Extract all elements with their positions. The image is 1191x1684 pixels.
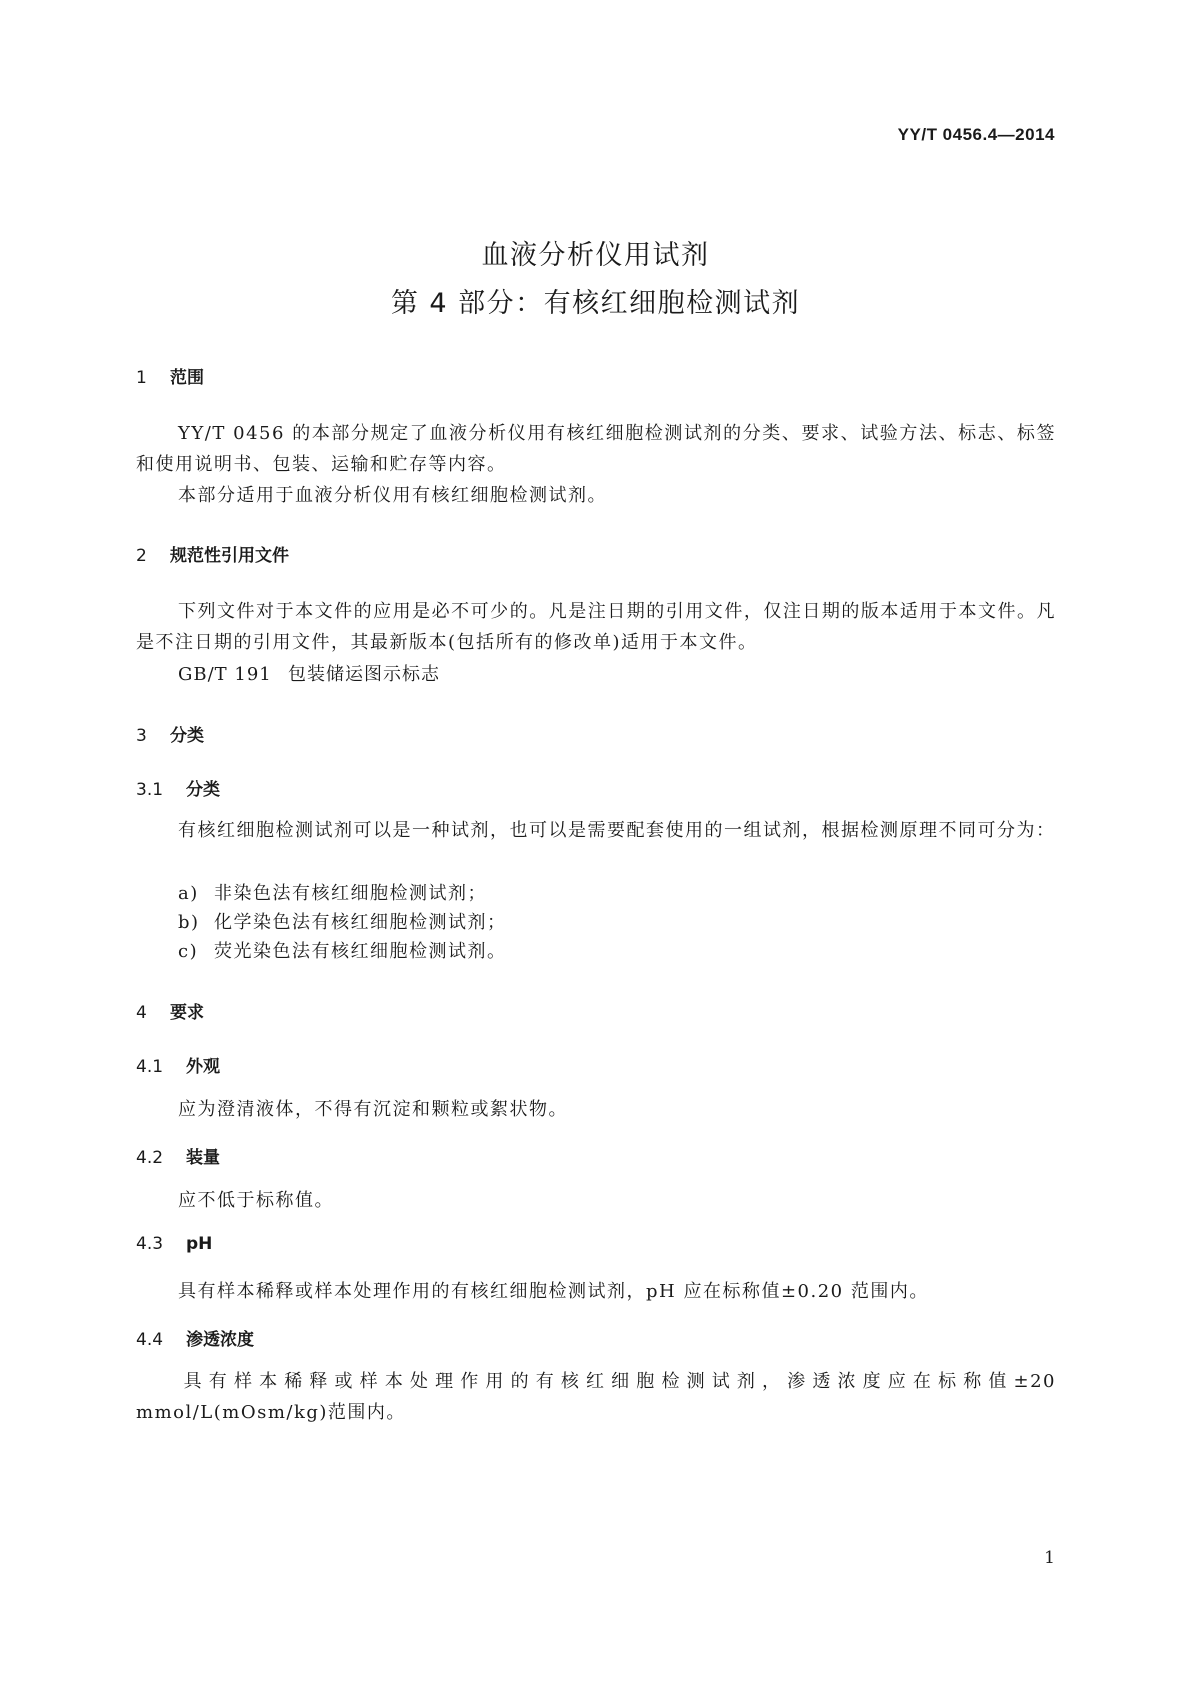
reference-code: GB/T 191 (178, 664, 272, 685)
section-1-paragraph-1: YY/T 0456 的本部分规定了血液分析仪用有核红细胞检测试剂的分类、要求、试验方法、标志、标签和使用说明书、包装、运输和贮存等内容。 (136, 423, 1056, 475)
section-3-heading (136, 721, 204, 746)
list-marker: b) (178, 912, 200, 933)
section-title: 范围 (170, 368, 204, 388)
section-title: 要求 (170, 1003, 204, 1023)
normative-reference (178, 660, 440, 686)
list-item (178, 908, 507, 934)
list-text: 荧光染色法有核红细胞检测试剂。 (214, 941, 507, 962)
list-item (178, 879, 487, 905)
section-3-1-paragraph: 有核红细胞检测试剂可以是一种试剂，也可以是需要配套使用的一组试剂，根据检测原理不同可分为： (178, 820, 1056, 841)
section-1-heading (136, 363, 204, 388)
section-4-2-heading (136, 1143, 220, 1168)
subsection-title: 装量 (186, 1148, 220, 1168)
section-2-heading (136, 541, 289, 566)
subsection-number: 4.2 (136, 1148, 164, 1168)
list-marker: a) (178, 883, 199, 904)
section-4-4-paragraph: 具有样本稀释或样本处理作用的有核红细胞检测试剂，渗透浓度应在标称值±20 mmol/L(mOsm/kg)范围内。 (136, 1371, 1056, 1423)
document-title: 血液分析仪用试剂 (481, 240, 710, 271)
list-marker: c) (178, 941, 199, 962)
section-number: 2 (136, 546, 147, 566)
subsection-number: 4.3 (136, 1234, 164, 1254)
section-title: 分类 (170, 726, 204, 746)
list-text: 化学染色法有核红细胞检测试剂； (214, 912, 507, 933)
section-number: 1 (136, 368, 147, 388)
subsection-number: 3.1 (136, 780, 164, 800)
section-title: 规范性引用文件 (170, 546, 289, 566)
standard-code: YY/T 0456.4—2014 (897, 125, 1055, 144)
document-subtitle: 第 4 部分：有核红细胞检测试剂 (390, 288, 801, 319)
subsection-title: 渗透浓度 (186, 1330, 254, 1350)
subsection-number: 4.1 (136, 1057, 164, 1077)
subsection-title: 外观 (186, 1057, 220, 1077)
section-number: 4 (136, 1003, 147, 1023)
section-2-paragraph-1: 下列文件对于本文件的应用是必不可少的。凡是注日期的引用文件，仅注日期的版本适用于本文件。凡是不注日期的引用文件，其最新版本(包括所有的修改单)适用于本文件。 (136, 601, 1056, 653)
subsection-number: 4.4 (136, 1330, 164, 1350)
section-4-heading (136, 998, 204, 1023)
list-text: 非染色法有核红细胞检测试剂； (214, 883, 487, 904)
subsection-title: 分类 (186, 780, 220, 800)
section-4-3-paragraph: 具有样本稀释或样本处理作用的有核红细胞检测试剂，pH 应在标称值±0.20 范围内。 (178, 1281, 929, 1302)
section-4-2-paragraph: 应不低于标称值。 (178, 1190, 334, 1211)
section-4-1-paragraph: 应为澄清液体，不得有沉淀和颗粒或絮状物。 (178, 1099, 568, 1120)
section-4-1-heading (136, 1052, 220, 1077)
list-item (178, 937, 507, 963)
section-3-1-heading (136, 775, 220, 800)
section-4-3-heading (136, 1234, 212, 1254)
section-number: 3 (136, 726, 147, 746)
reference-title: 包装储运图示标志 (288, 664, 440, 685)
section-1-paragraph-2: 本部分适用于血液分析仪用有核红细胞检测试剂。 (178, 485, 607, 506)
page-number: 1 (1044, 1548, 1055, 1568)
section-4-4-heading (136, 1325, 254, 1350)
subsection-title: pH (186, 1234, 213, 1254)
